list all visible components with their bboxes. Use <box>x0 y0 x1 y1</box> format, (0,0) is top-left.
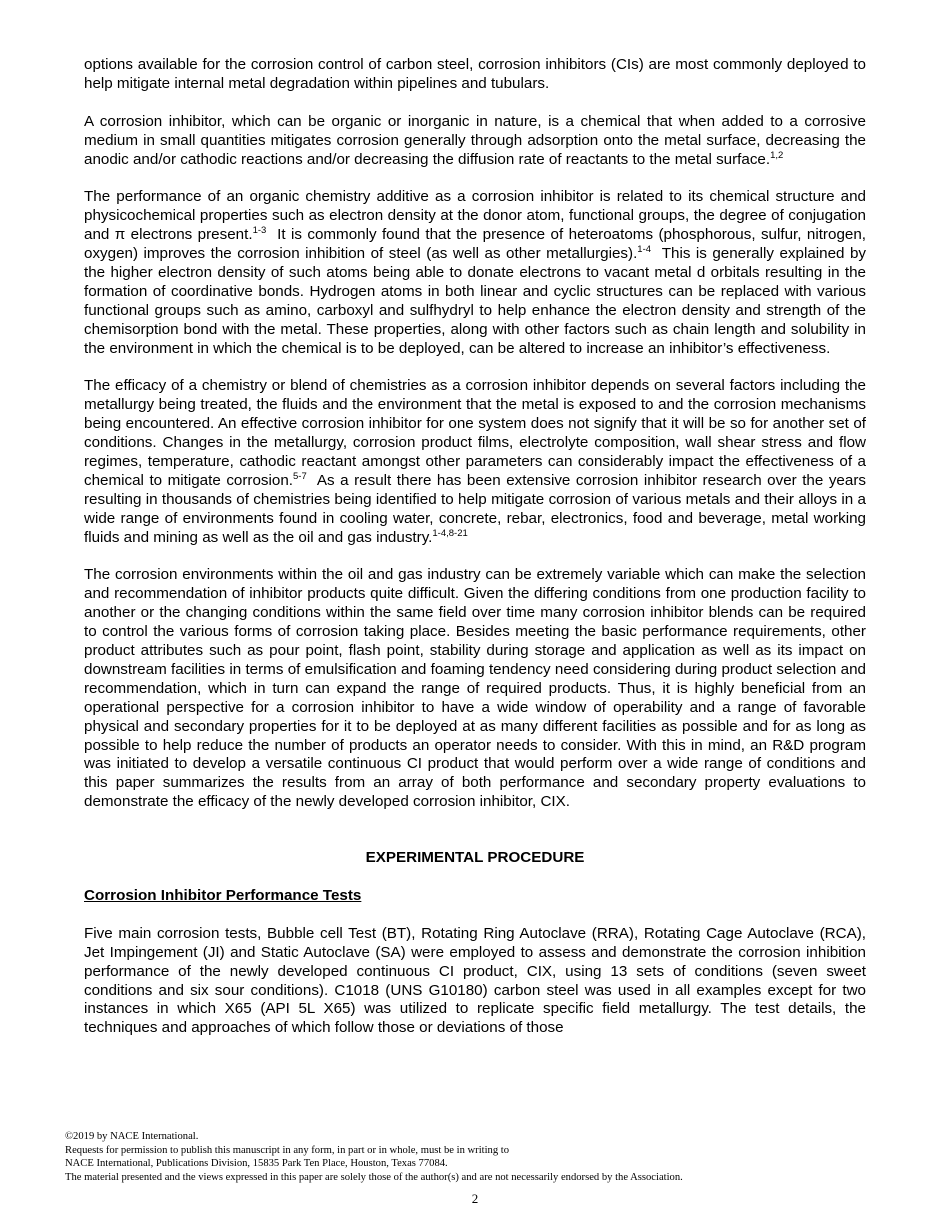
text: options available for the corrosion control of carbon steel, corrosion inhibitors (CIs) are most commonly deployed to help mitigate internal metal degradation within pipelines and tubulars. <box>84 56 866 92</box>
paragraph <box>84 377 871 547</box>
paragraph <box>84 113 866 170</box>
text: This is generally explained by the higher electron density of such atoms being able to donate electrons to vacant metal d orbitals resulting in the formation of coordinative bonds. Hydrogen atoms in both linear and cyclic structures can be replaced with various functional groups such as amino, carboxyl and sulfhydryl to help enhance the electron density and strength of the chemisorption bond with the metal. These properties, along with other factors such as chain length and solubility in the environment in which the chemical is to be deployed, can be altered to increase an inhibitor’s effectiveness. <box>84 245 871 357</box>
text: The efficacy of a chemistry or blend of chemistries as a corrosion inhibitor depends on several factors including the metallurgy being treated, the fluids and the environment that the metal is exposed to and the corrosion mechanisms being encountered. An effective corrosion inhibitor for one system does not signify that it will be so for another set of conditions. Changes in the metallurgy, corrosion product films, electrolyte composition, wall shear stress and flow regimes, temperature, cathodic reactant amongst other parameters can considerably impact the effectiveness of a chemical to mitigate corrosion. <box>84 377 866 489</box>
page-number: 2 <box>471 1191 479 1206</box>
footer-line: The material presented and the views expressed in this paper are solely those of the author(s) and are not necessarily endorsed by the Association. <box>65 1171 683 1183</box>
footer-line: NACE International, Publications Division, 15835 Park Ten Place, Houston, Texas 77084. <box>65 1158 448 1170</box>
paragraph <box>84 925 866 1038</box>
document-body <box>84 56 871 1057</box>
citation: 1-3 <box>252 225 267 237</box>
text: A corrosion inhibitor, which can be organic or inorganic in nature, is a chemical that when added to a corrosive medium in small quantities mitigates corrosion generally through adsorption onto the metal surface, decreasing the anodic and/or cathodic reactions and/or decreasing the diffusion rate of reactants to the metal surface. <box>84 112 866 168</box>
paragraph <box>84 56 866 94</box>
subsection-heading: Corrosion Inhibitor Performance Tests <box>84 886 362 904</box>
citation: 1,2 <box>770 149 784 161</box>
paragraph <box>84 188 871 358</box>
text: The performance of an organic chemistry additive as a corrosion inhibitor is related to its chemical structure and physicochemical properties such as electron density at the donor atom, functional groups, the degree of conjugation and π electrons present. <box>84 188 866 244</box>
footer <box>65 1130 683 1184</box>
citation: 1-4 <box>637 244 652 256</box>
footer-line: Requests for permission to publish this manuscript in any form, in part or in whole, must be in writing to <box>65 1144 510 1156</box>
text: As a result there has been extensive corrosion inhibitor research over the years resulting in thousands of chemistries being identified to help mitigate corrosion of various metals and their alloys in a wide range of environments found in cooling water, concrete, rebar, electronics, food and beverage, metal working fluids and mining as well as the oil and gas industry. <box>84 471 871 546</box>
text: The corrosion environments within the oil and gas industry can be extremely variable which can make the selection and recommendation of inhibitor products quite difficult. Given the differing conditions from one production facility to another or the changing conditions within the same field over time many corrosion inhibitor blends can be required to control the various forms of corrosion taking place. Besides meeting the basic performance requirements, other product attributes such as pour point, flash point, stability during storage and application as well as its impact on downstream facilities in terms of emulsification and foaming tendency need considering during product selection and recommendation, which in turn can expand the range of required products. Thus, it is highly beneficial from an operational perspective for a corrosion inhibitor to have a wide window of operability and a range of favorable physical and secondary properties for it to be deployed at as many different facilities as possible and for as long as possible to help reduce the number of products an operator needs to consider. With this in mind, an R&D program was initiated to develop a versatile continuous CI product that would perform over a wide range of conditions and this paper summarizes the results from an array of both performance and secondary property evaluations to demonstrate the efficacy of the newly developed corrosion inhibitor, CIX. <box>84 566 866 811</box>
paragraph <box>84 566 866 812</box>
citation: 5-7 <box>293 470 307 482</box>
text: It is commonly found that the presence of heteroatoms (phosphorous, sulfur, nitrogen, oxygen) improves the corrosion inhibition of steel (as well as other metallurgies). <box>84 226 871 263</box>
footer-copyright: ©2019 by NACE International. <box>65 1131 199 1142</box>
section-heading: EXPERIMENTAL PROCEDURE <box>365 849 585 867</box>
text: Five main corrosion tests, Bubble cell Test (BT), Rotating Ring Autoclave (RRA), Rotating Cage Autoclave (RCA), Jet Impingement (JI) and Static Autoclave (SA) were employed to assess and demonstrate the corrosion inhibition performance of the newly developed continuous CI product, CIX, using 13 sets of conditions (seven sweet conditions and six sour conditions). C1018 (UNS G10180) carbon steel was used in all examples except for two instances in which X65 (API 5L X65) was utilized to replicate specific field metallurgy. The test details, the techniques and approaches of which follow those or deviations of those <box>84 924 866 1037</box>
citation: 1-4,8-21 <box>432 527 468 539</box>
